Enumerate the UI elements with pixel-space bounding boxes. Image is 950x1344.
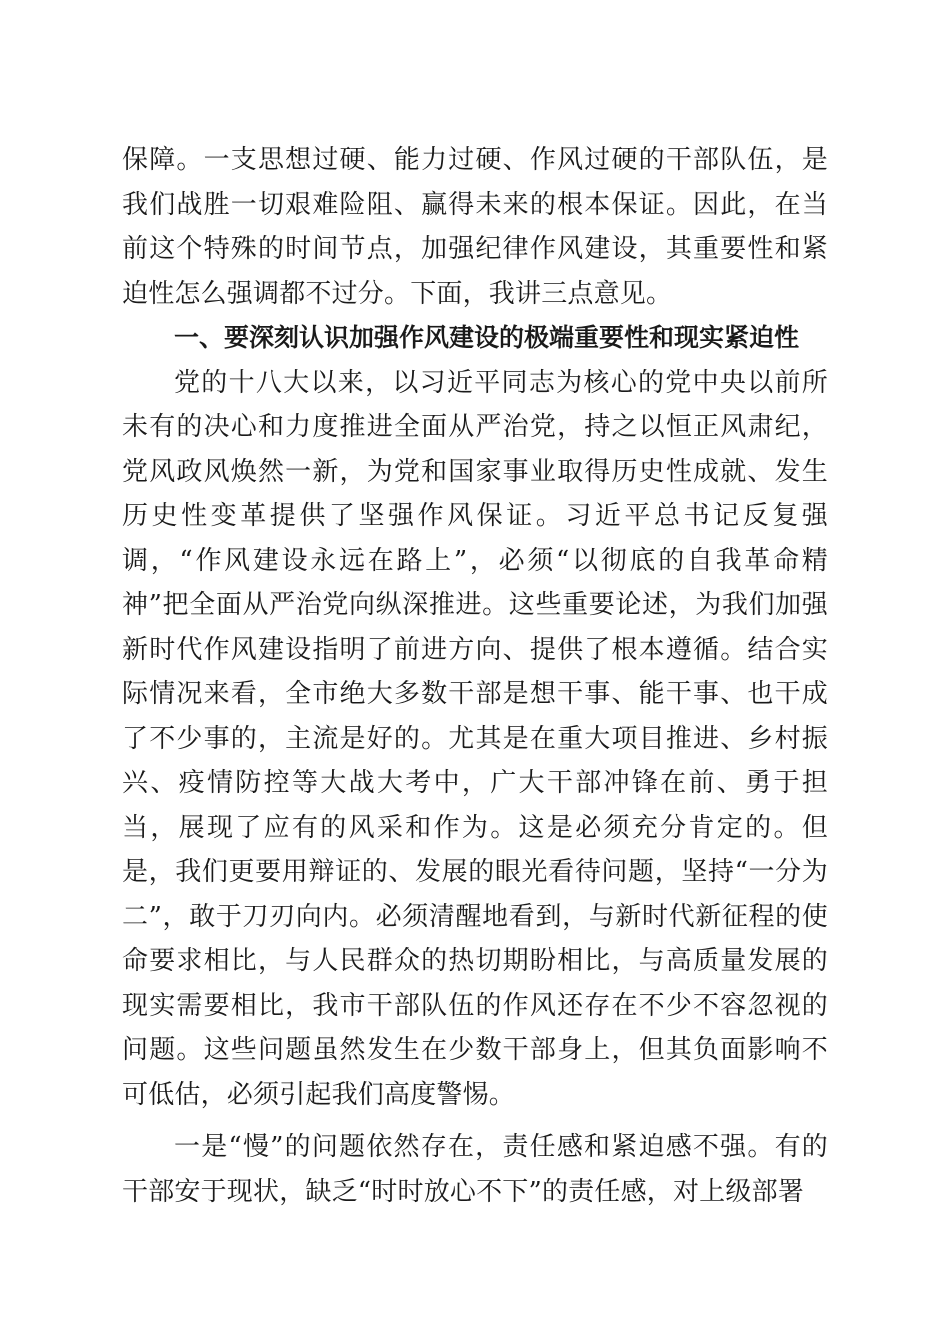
section-heading: 一、要深刻认识加强作风建设的极端重要性和现实紧迫性 xyxy=(174,323,800,352)
paragraph-point-one: 一是“慢”的问题依然存在，责任感和紧迫感不强。有的干部安于现状，缺乏“时时放心不下”的责任感，对上级部署 xyxy=(122,1132,828,1207)
paragraph-body: 党的十八大以来，以习近平同志为核心的党中央以前所未有的决心和力度推进全面从严治党，持之以恒正风肃纪，党风政风焕然一新，为党和国家事业取得历史性成就、发生历史性变革提供了坚强作风保证。习近平总书记反复强调，“作风建设永远在路上”，必须“以彻底的自我革命精神”把全面从严治党向纵深推进。这些重要论述，为我们加强新时代作风建设指明了前进方向、提供了根本遵循。结合实际情况来看，全市绝大多数干部是想干事、能干事、也干成了不少事的，主流是好的。尤其是在重大项目推进、乡村振兴、疫情防控等大战大考中，广大干部冲锋在前、勇于担当，展现了应有的风采和作为。这是必须充分肯定的。但是，我们更要用辩证的、发展的眼光看待问题，坚持“一分为二”，敢于刀刃向内。必须清醒地看到，与新时代新征程的使命要求相比，与人民群众的热切期盼相比，与高质量发展的现实需要相比，我市干部队伍的作风还存在不少不容忽视的问题。这些问题虽然发生在少数干部身上，但其负面影响不可低估，必须引起我们高度警惕。 xyxy=(122,367,828,1110)
document-body xyxy=(122,138,828,1214)
paragraph-continuation: 保障。一支思想过硬、能力过硬、作风过硬的干部队伍，是我们战胜一切艰难险阻、赢得未来的根本保证。因此，在当前这个特殊的时间节点，加强纪律作风建设，其重要性和紧迫性怎么强调都不过分。下面，我讲三点意见。 xyxy=(122,145,828,309)
